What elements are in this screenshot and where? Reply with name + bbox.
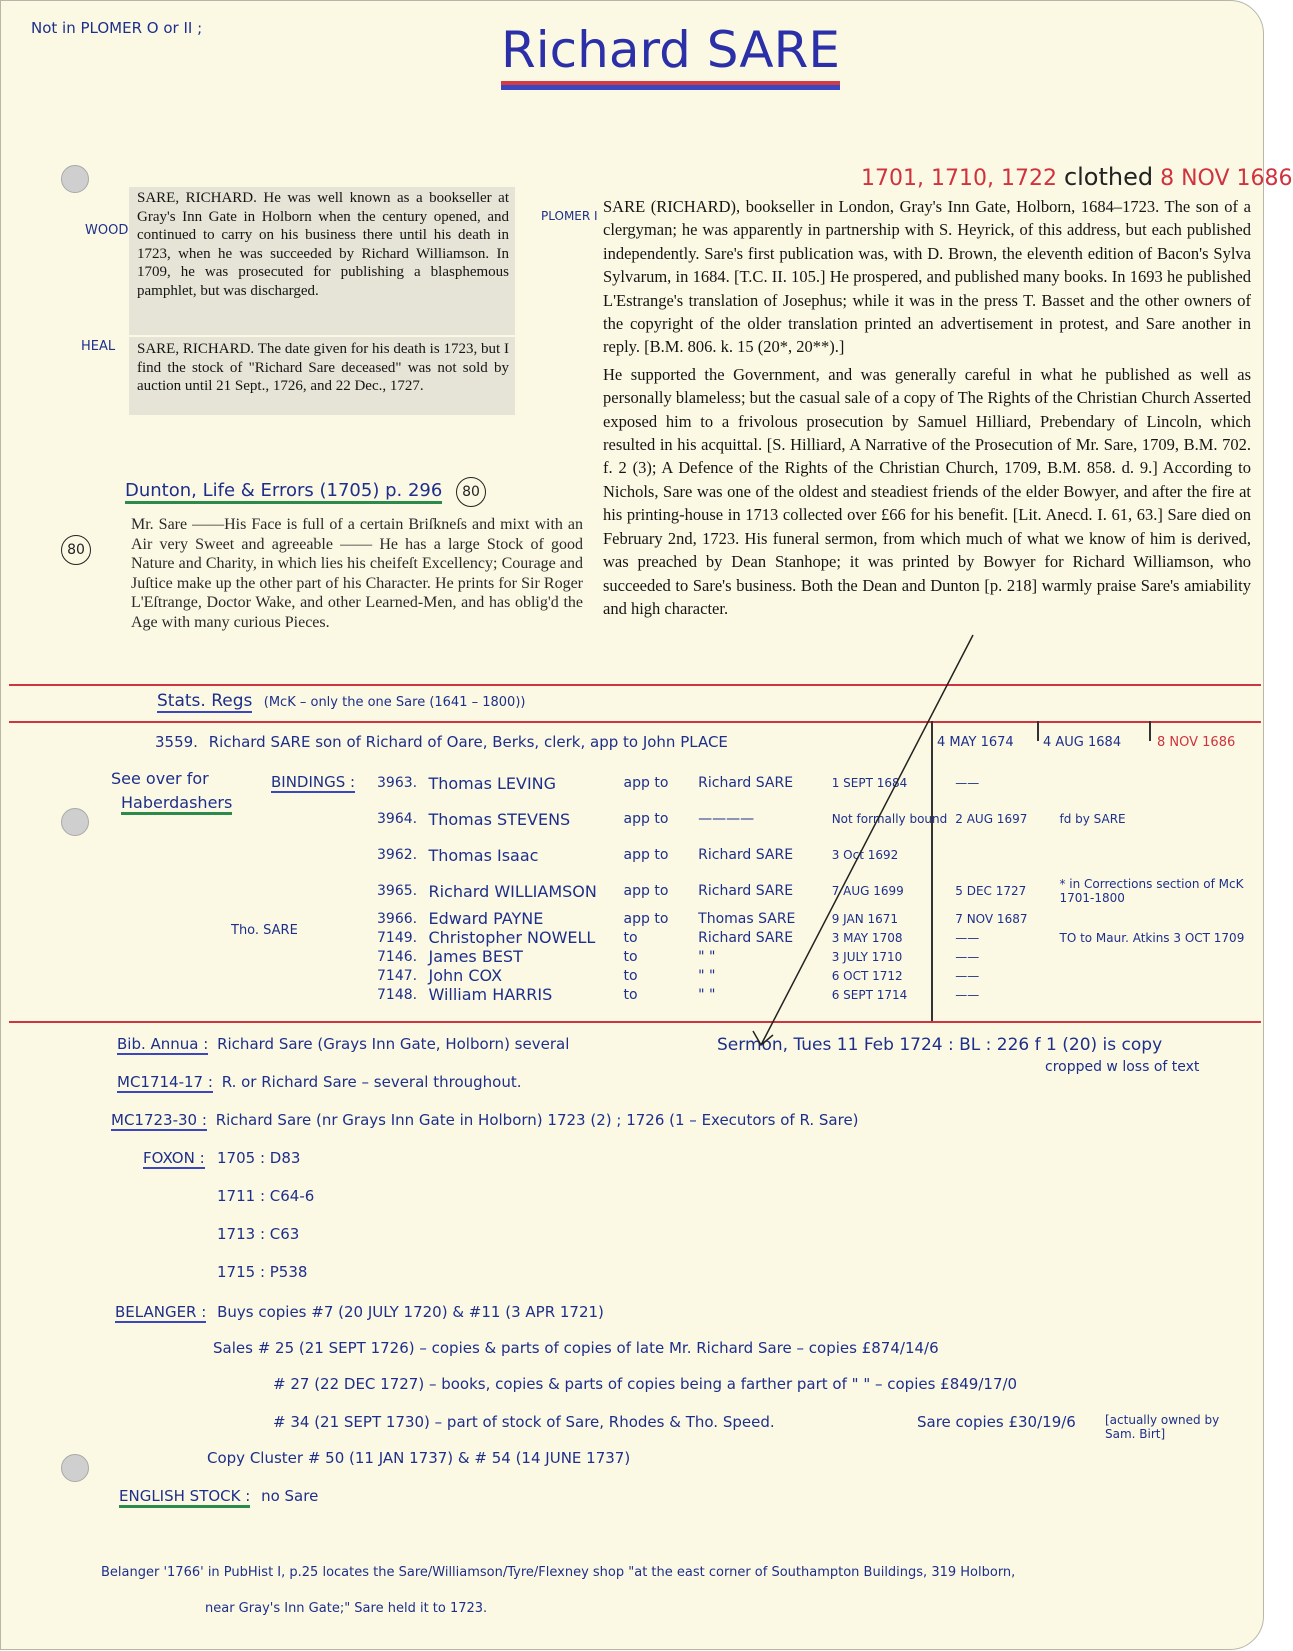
clothed-date: 8 NOV 1686 [1160, 166, 1293, 191]
cell-note: TO to Maur. Atkins 3 OCT 1709 [1059, 930, 1245, 945]
cell-master: Richard SARE [698, 883, 794, 899]
foxon-2: 1711 : C64-6 [217, 1187, 315, 1205]
cell-master: " " [698, 967, 716, 984]
woodhead-clipping: SARE, RICHARD. He was well known as a bookseller at Gray's Inn Gate in Holborn when the century opened, and continued to carry on his business there until his death in 1723, when he was succeeded by Richard Williamson. In 1709, he was prosecuted for publishing a blasphemous pamphlet, but was discharged. [137, 190, 509, 299]
cell-master: Richard SARE [698, 929, 794, 946]
heal-label: HEAL [81, 339, 116, 354]
cell-no: 3963. [377, 775, 418, 791]
cell-name: Thomas LEVING [428, 773, 557, 793]
belanger-sale-1: Sales # 25 (21 SEPT 1726) – copies & parts of copies of late Mr. Richard Sare – copies £874/14/6 [213, 1339, 939, 1357]
arrow-head [753, 1031, 773, 1045]
cell-rel: app to [623, 883, 669, 899]
cell-d1: 7 AUG 1699 [831, 884, 904, 898]
cell-no: 7149. [377, 929, 418, 946]
foxon-4: 1715 : P538 [217, 1263, 308, 1281]
foxon-3: 1713 : C63 [217, 1225, 300, 1243]
cell-name: Christopher NOWELL [428, 928, 596, 947]
entry-date-bound: 4 MAY 1674 [937, 735, 1014, 750]
cell-master: " " [698, 948, 716, 965]
cell-d2: —— [955, 949, 980, 964]
cell-d1: 1 SEPT 1684 [831, 776, 908, 790]
dunton-quote: Mr. Sare ——His Face is full of a certain Briſkneſs and mixt with an Air very Sweet and agreeable —— He has a large Stock of good Nature and Charity, in which lies his cheifeſt Excellency; Courage and Juſtice make up the other part of his Character. He prints for Sir Roger L'Eſtrange, Doctor Wake, and other Learned-Men, and has oblig'd the Age with many curious Pieces. [131, 516, 583, 631]
entry-date-freed: 4 AUG 1684 [1043, 735, 1122, 750]
cell-d1: 9 JAN 1671 [831, 911, 899, 926]
plomer-note: Not in PLOMER O or II ; [31, 19, 203, 37]
cell-rel: app to [623, 847, 669, 863]
page-title-text: Richard SARE [501, 21, 840, 85]
cell-rel: to [623, 929, 638, 946]
foxon-1: 1705 : D83 [217, 1149, 301, 1167]
arrow-overlay [1, 1, 1263, 1649]
sermon-arrow [761, 635, 973, 1045]
heal-clipping: SARE, RICHARD. The date given for his death is 1723, but I find the stock of "Richard Sare deceased" was not sold by auction until 21 Sept., 1726, and 22 Dec., 1727. [137, 341, 509, 394]
cell-name: Richard WILLIAMSON [428, 881, 597, 901]
belanger-buys: Buys copies #7 (20 JULY 1720) & #11 (3 APR 1721) [217, 1303, 604, 1321]
entry-date-clothed: 8 NOV 1686 [1157, 735, 1236, 750]
footer-note-2: near Gray's Inn Gate;" Sare held it to 1723. [205, 1601, 488, 1616]
cell-name: Thomas Isaac [428, 845, 539, 865]
cell-no: 3966. [377, 910, 418, 927]
cell-d1: 3 JULY 1710 [831, 949, 903, 964]
cell-master: Richard SARE [698, 847, 794, 863]
cell-name: Edward PAYNE [428, 909, 544, 928]
cell-note: * in Corrections section of McK 1701-1800 [1059, 877, 1244, 905]
cell-master: " " [698, 986, 716, 1003]
bib-annua-label: Bib. Annua : [117, 1035, 209, 1053]
belanger-sale-3: # 34 (21 SEPT 1730) – part of stock of Sare, Rhodes & Tho. Speed. [273, 1413, 775, 1431]
cell-note: fd by SARE [1059, 812, 1126, 826]
mc1714-text: R. or Richard Sare – several throughout. [221, 1073, 522, 1091]
years: 1701, 1710, 1722 [861, 166, 1057, 191]
cell-no: 7146. [377, 948, 418, 965]
belanger-label: BELANGER : [115, 1303, 207, 1321]
plomer-para-1: SARE (RICHARD), bookseller in London, Gray's Inn Gate, Holborn, 1684–1723. The son of a clergyman; he was apparently in partnership with S. Heyrick, of this address, but each published independently. Sare's first publication was, with D. Brown, the eleventh edition of Bacon's Sylva Sylvarum, in 1684. [T.C. II. 105.] He prospered, and published many books. In 1693 he published L'Estrange's translation of Josephus; while it was in the press T. Basset and the other owners of the copyright of the older translation printed an advertisement in protest, and Sare another in reply. [B.M. 806. k. 15 (20*, 20**).] [603, 197, 1251, 357]
cell-no: 3965. [377, 883, 418, 899]
clothed-label: clothed [1063, 163, 1154, 191]
entry-number: 3559. [155, 733, 198, 751]
cell-name: James BEST [428, 947, 523, 966]
cell-name: William HARRIS [428, 985, 553, 1004]
cell-d1: 6 OCT 1712 [831, 968, 903, 983]
haberdashers-label: Haberdashers [121, 793, 232, 815]
circled-number: 80 [61, 535, 91, 565]
cell-d1: 3 Oct 1692 [831, 848, 899, 862]
bib-annua-text: Richard Sare (Grays Inn Gate, Holborn) several [217, 1035, 570, 1053]
mc1723-label: MC1723-30 : [111, 1111, 207, 1129]
cell-name: John COX [428, 966, 503, 985]
belanger-sale-2: # 27 (22 DEC 1727) – books, copies & parts of copies being a farther part of " " – copies £849/17/0 [273, 1375, 1018, 1393]
belanger-sale-3-note: [actually owned by Sam. Birt] [1105, 1413, 1220, 1441]
english-stock-label: ENGLISH STOCK : [119, 1487, 250, 1508]
cell-no: 3962. [377, 847, 418, 863]
english-stock-text: no Sare [261, 1487, 319, 1505]
cell-no: 7148. [377, 986, 418, 1003]
mc1723-text: Richard Sare (nr Grays Inn Gate in Holborn) 1723 (2) ; 1726 (1 – Executors of R. Sare) [215, 1111, 859, 1129]
cell-d1: 6 SEPT 1714 [831, 987, 908, 1002]
cell-master: ———— [698, 811, 755, 827]
foxon-label-text: FOXON : [143, 1149, 205, 1167]
plomer-para-2: He supported the Government, and was generally careful in what he published as well as personally blameless; but the casual sale of a copy of The Rights of the Christian Church Asserted exposed him to a frivolous prosecution by Samuel Hilliard, Prebendary of Lincoln, which resulted in his acquittal. [S. Hilliard, A Narrative of the Prosecution of Mr. Sare, 1709, B.M. 702. f. 2 (3); A Defence of the Rights of the Christian Church, 1709, B.M. 858. d. 9.] According to Nichols, Sare was one of the oldest and steadiest friends of the elder Bowyer, and after the fire at his printing-house in 1713 collected over £66 for his benefit. [Lit. Anecd. I. 61, 63.] Sare died on February 2nd, 1723. His funeral sermon, from which much of what we know of him is derived, was preached by Dean Stanhope; it was printed by Bowyer for Richard Williamson, who succeeded to Sare's business. Both the Dean and Dunton [p. 218] warmly praise Sare's amiability and high character. [603, 364, 1251, 618]
cell-d2: —— [955, 987, 980, 1002]
cell-d1: 3 MAY 1708 [831, 930, 903, 945]
dunton-ref-text: Dunton, Life & Errors (1705) p. 296 [125, 480, 442, 504]
cell-master: Richard SARE [698, 775, 794, 791]
bindings-label-text: BINDINGS : [271, 773, 356, 791]
cell-rel: to [623, 967, 638, 984]
footer-note-1: Belanger '1766' in PubHist I, p.25 locates the Sare/Williamson/Tyre/Flexney shop "at the east corner of Southampton Buildings, 319 Holborn, [101, 1565, 1016, 1580]
cell-d2: 7 NOV 1687 [955, 911, 1028, 926]
cell-rel: app to [623, 775, 669, 791]
circled-number: 80 [456, 477, 486, 507]
mc1714-label: MC1714-17 : [117, 1073, 213, 1091]
cell-rel: to [623, 986, 638, 1003]
cell-rel: app to [623, 811, 669, 827]
cell-d2: —— [955, 968, 980, 983]
cell-d2: 5 DEC 1727 [955, 884, 1027, 898]
stats-heading-note: (McK – only the one Sare (1641 – 1800)) [263, 695, 526, 710]
sermon-note: Sermon, Tues 11 Feb 1724 : BL : 226 f 1 (20) is copy [717, 1035, 1163, 1055]
belanger-sale-3-copies: Sare copies £30/19/6 [917, 1413, 1076, 1431]
stats-heading-label: Stats. Regs [157, 691, 253, 711]
sermon-note-2: cropped w loss of text [1045, 1059, 1200, 1075]
cell-no: 7147. [377, 967, 418, 984]
see-over: See over for [111, 769, 209, 788]
entry-text: Richard SARE son of Richard of Oare, Berks, clerk, app to John PLACE [208, 733, 728, 751]
wood-label: WOOD [85, 223, 129, 238]
cell-rel: app to [623, 910, 669, 927]
cell-d2: 2 AUG 1697 [955, 812, 1028, 826]
plomer-label: PLOMER I [541, 209, 598, 223]
cell-d1: Not formally bound [831, 812, 948, 826]
cell-rel: to [623, 948, 638, 965]
cell-no: 3964. [377, 811, 418, 827]
belanger-copy-cluster: Copy Cluster # 50 (11 JAN 1737) & # 54 (14 JUNE 1737) [207, 1449, 631, 1467]
tho-sare-label: Tho. SARE [231, 923, 298, 938]
cell-name: Thomas STEVENS [428, 809, 571, 829]
cell-master: Thomas SARE [698, 910, 796, 927]
cell-d2: —— [955, 776, 980, 790]
cell-d2: —— [955, 930, 980, 945]
